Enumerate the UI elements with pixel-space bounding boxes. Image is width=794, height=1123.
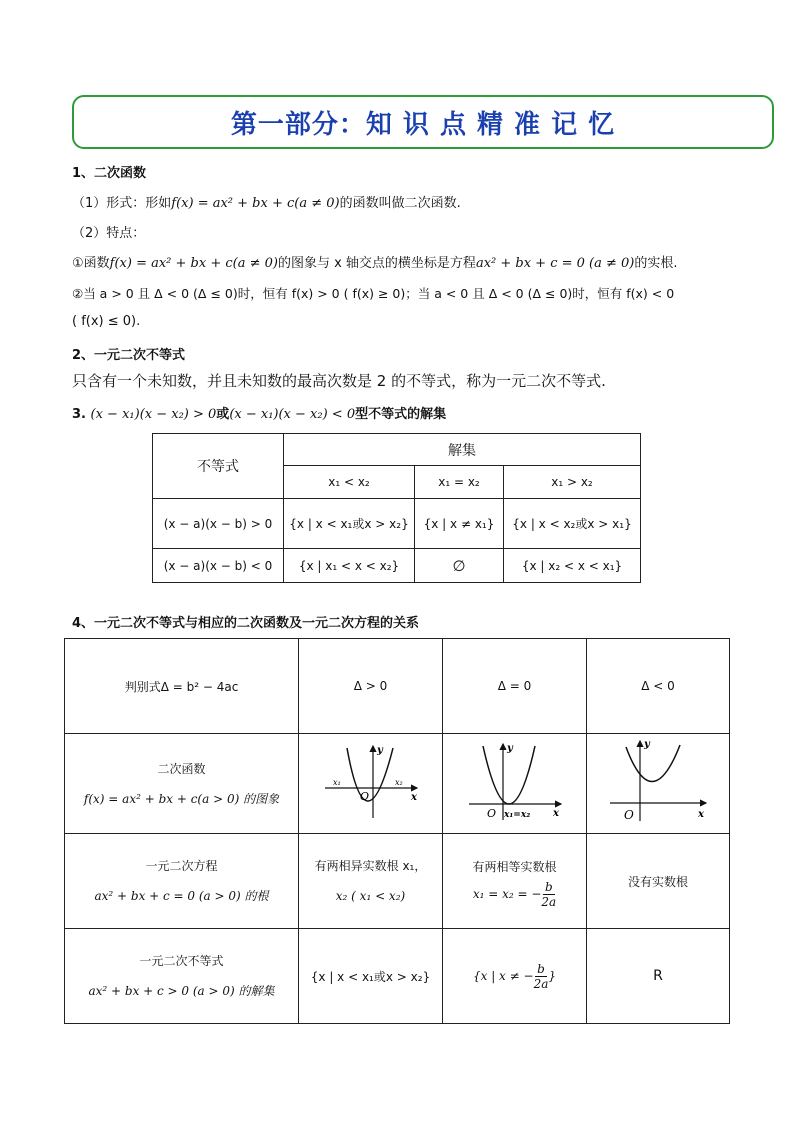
function-label: [65, 734, 299, 834]
origin-label: O: [359, 790, 369, 803]
s1-p1-expr: f(x) = ax² + bx + c(a ≠ 0): [109, 256, 278, 271]
table-cell: {x | x₂ < x < x₁}: [504, 549, 641, 583]
col-header-inequality: 不等式: [153, 434, 284, 499]
table-row: [153, 499, 641, 549]
delta-gt-header: Δ > 0: [299, 639, 443, 734]
inequality-label-line2: ax² + bx + c > 0 (a > 0) 的解集: [88, 984, 275, 998]
table-cell: (x − a)(x − b) < 0: [153, 549, 284, 583]
table-cell: {x | x < x₂或x > x₁}: [504, 499, 641, 549]
s1-point1: [72, 252, 678, 271]
delta-lt-header: Δ < 0: [587, 639, 730, 734]
fraction-den: 2a: [533, 976, 549, 991]
parabola-curve: [626, 745, 680, 782]
roots-equal-formula: [443, 880, 586, 909]
fraction: [534, 962, 549, 991]
delta-eq-header: Δ = 0: [443, 639, 587, 734]
sub-header-eq: x₁ = x₂: [415, 466, 504, 499]
fraction-num: b: [544, 879, 553, 894]
s1-form-tail: 的函数叫做二次函数.: [339, 196, 461, 211]
graph-no-root: [587, 734, 730, 834]
s1-form-expr: f(x) = ax² + bx + c(a ≠ 0): [171, 196, 340, 211]
sub-header-lt: x₁ < x₂: [284, 466, 415, 499]
col-header-solution-set: 解集: [284, 434, 641, 466]
s3-or: 或: [216, 407, 230, 422]
roots-distinct-line2: x₂ ( x₁ < x₂): [335, 889, 406, 903]
s1-form-label: （1）形式：形如: [72, 196, 172, 211]
solution-set-table: [152, 433, 641, 583]
roots-equal-lhs: x₁ = x₂ = −: [472, 886, 542, 901]
x-label: x: [698, 809, 704, 820]
s1-p1-mid: 的图象与 x 轴交点的横坐标是方程: [277, 256, 476, 271]
s2-heading: 2、一元二次不等式: [72, 348, 186, 363]
y-label: y: [506, 743, 513, 754]
s3-expr1: (x − x₁)(x − x₂) > 0: [90, 407, 217, 422]
roots-equal: [443, 834, 587, 929]
fraction-den: 2a: [541, 894, 557, 909]
table-cell: {x | x < x₁或x > x₂}: [284, 499, 415, 549]
roots-none: 没有实数根: [587, 834, 730, 929]
parabola-two-roots: [321, 742, 421, 822]
table-cell: {x | x ≠ x₁}: [415, 499, 504, 549]
equation-label-line1: 一元二次方程: [145, 859, 218, 873]
table-row: [153, 549, 641, 583]
x-label: x: [552, 808, 559, 819]
inequality-label-line1: 一元二次不等式: [139, 954, 224, 968]
s1-p1-head: ①函数: [72, 256, 110, 271]
origin-label: O: [486, 807, 496, 820]
fraction-num: b: [537, 961, 545, 976]
parabola-no-root: [606, 737, 710, 827]
table-cell: (x − a)(x − b) > 0: [153, 499, 284, 549]
parabola-curve: [347, 748, 393, 801]
s3-prefix: 3.: [72, 407, 86, 422]
roots-distinct: [299, 834, 443, 929]
solution-one-root-lhs: {x | x ≠ −: [472, 968, 534, 983]
s1-form-line: [72, 192, 461, 211]
function-label-line1: 二次函数: [157, 761, 206, 776]
s1-p1-expr2: ax² + bx + c = 0 (a ≠ 0): [475, 256, 635, 271]
equation-label-line2: ax² + bx + c = 0 (a > 0) 的根: [94, 889, 269, 903]
s1-p1-tail: 的实根.: [634, 256, 678, 271]
table-row: [65, 929, 730, 1024]
s4-heading: 4、一元二次不等式与相应的二次函数及一元二次方程的关系: [72, 616, 420, 631]
page-title: 第一部分：知 识 点 精 准 记 忆: [230, 109, 616, 140]
origin-label: O: [624, 808, 634, 822]
function-label-line2: f(x) = ax² + bx + c(a > 0) 的图象: [83, 791, 280, 806]
parabola-one-root: [465, 740, 565, 824]
s3-expr2: (x − x₁)(x − x₂) < 0: [229, 407, 356, 422]
s1-heading: 1、二次函数: [72, 166, 147, 181]
y-label: y: [644, 739, 650, 750]
s1-point2-line1: ②当 a > 0 且 Δ < 0 (Δ ≤ 0)时，恒有 f(x) > 0 ( f(x) ≥ 0)；当 a < 0 且 Δ < 0 (Δ ≤ 0)时，恒有 f(x) < 0: [72, 286, 675, 301]
solution-one-root: [443, 929, 587, 1024]
roots-distinct-line1: 有两相异实数根 x₁，: [314, 859, 427, 873]
equation-label: [65, 834, 299, 929]
discriminant-label: 判别式Δ = b² − 4ac: [65, 639, 299, 734]
table-row: [65, 639, 730, 734]
x2-label: x₂: [394, 778, 403, 787]
relation-table: [64, 638, 730, 1024]
graph-two-roots: [299, 734, 443, 834]
parabola-curve: [483, 746, 535, 804]
solution-one-root-rhs: }: [548, 968, 557, 983]
s2-body: 只含有一个未知数，并且未知数的最高次数是 2 的不等式，称为一元二次不等式.: [72, 372, 606, 390]
title-banner: [72, 95, 774, 149]
table-row: [65, 734, 730, 834]
x1-label: x₁: [332, 778, 341, 787]
sub-header-gt: x₁ > x₂: [504, 466, 641, 499]
s3-heading: [72, 403, 446, 422]
x1x2-label: x₁=x₂: [503, 810, 530, 820]
table-row: [65, 834, 730, 929]
s1-feature-label: （2）特点：: [72, 226, 146, 241]
graph-one-root: [443, 734, 587, 834]
table-cell: {x | x₁ < x < x₂}: [284, 549, 415, 583]
solution-two-roots: {x | x < x₁或x > x₂}: [299, 929, 443, 1024]
y-label: y: [376, 745, 383, 756]
x-label: x: [410, 792, 417, 803]
inequality-label: [65, 929, 299, 1024]
table-cell-empty-set: ∅: [415, 549, 504, 583]
s3-tail: 型不等式的解集: [355, 407, 447, 422]
s1-point2-line2: ( f(x) ≤ 0).: [72, 314, 141, 329]
fraction: [541, 880, 556, 909]
solution-all-reals: R: [587, 929, 730, 1024]
roots-equal-line1: 有两相等实数根: [472, 859, 557, 874]
